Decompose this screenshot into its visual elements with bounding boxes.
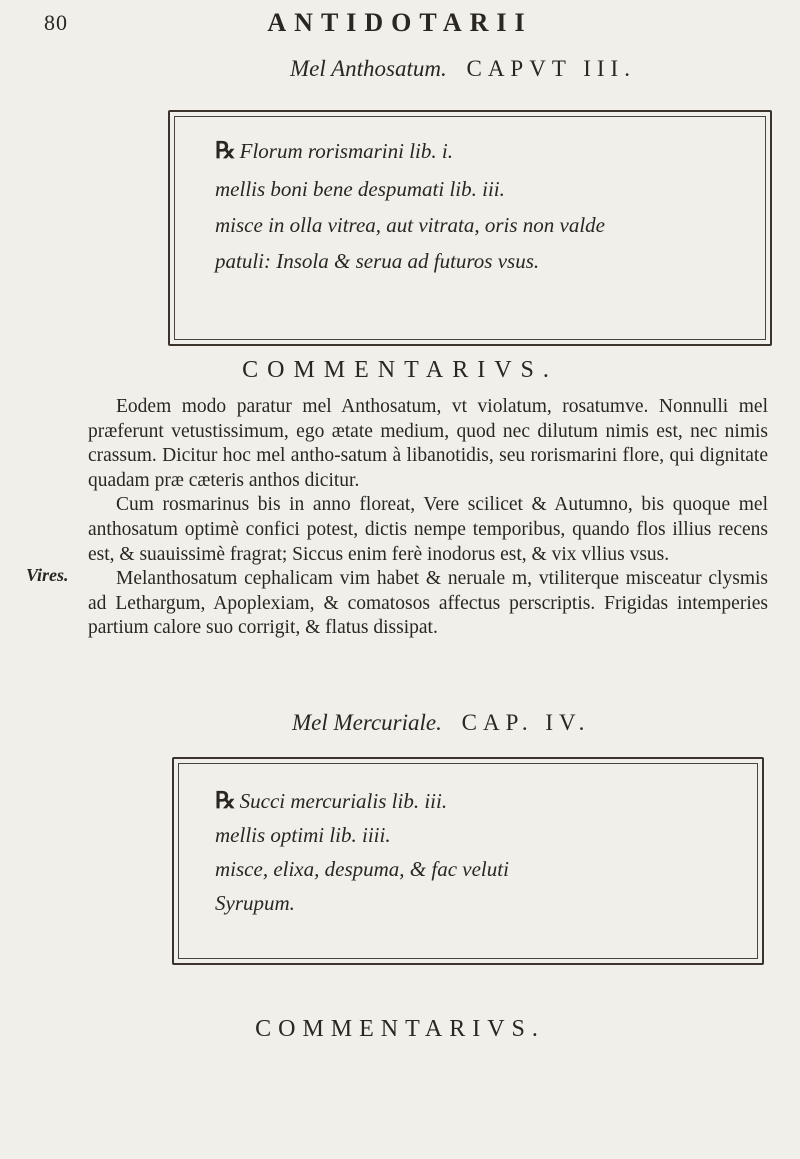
chapter-3-title: Mel Anthosatum. xyxy=(290,56,447,81)
recipe-symbol-icon: ℞ xyxy=(215,788,236,813)
chapter-3-label: CAPVT III. xyxy=(466,56,636,81)
recipe-line: patuli: Insola & serua ad futuros vsus. xyxy=(215,249,540,273)
chapter-4-label: CAP. IV. xyxy=(461,710,591,735)
commentary-paragraph: Melanthosatum cephalicam vim habet & neruale m, vtiliterque misceatur clysmis ad Lethargum, Apoplexiam, & comatosos affectus perscriptis. Frigidas intemperies partium calore suo corrigit, & flatus dissipat. xyxy=(88,568,768,639)
recipe-line: misce, elixa, despuma, & fac veluti xyxy=(215,857,509,881)
recipe-line: mellis optimi lib. iiii. xyxy=(215,823,391,847)
recipe-line: ℞ Florum rorismarini lib. i. xyxy=(215,138,453,163)
commentary-1-body xyxy=(88,395,768,641)
recipe-2-text xyxy=(215,787,509,917)
running-title: ANTIDOTARII xyxy=(267,8,533,37)
recipe-line: Syrupum. xyxy=(215,891,295,915)
recipe-line: misce in olla vitrea, aut vitrata, oris non valde xyxy=(215,213,606,237)
commentary-paragraph: Cum rosmarinus bis in anno floreat, Vere scilicet & Autumno, bis quoque mel anthosatum optimè confici potest, dictis nempe temporibus, quando flos illius recens est, & suauissimè fragrat; Siccus enim ferè inodorus est, & vix vllius vsus. xyxy=(88,494,768,565)
recipe-symbol-icon: ℞ xyxy=(215,138,236,163)
recipe-1-text xyxy=(215,137,605,275)
recipe-line: mellis boni bene despumati lib. iii. xyxy=(215,177,505,201)
page-number: 80 xyxy=(44,10,68,35)
commentary-2-heading: COMMENTARIVS. xyxy=(255,1016,545,1042)
margin-note: Vires. xyxy=(26,565,69,585)
chapter-4-heading xyxy=(292,710,590,736)
chapter-3-heading xyxy=(290,56,636,82)
commentary-1-heading: COMMENTARIVS. xyxy=(242,357,558,383)
chapter-4-title: Mel Mercuriale. xyxy=(292,710,442,735)
recipe-line: ℞ Succi mercurialis lib. iii. xyxy=(215,788,448,813)
commentary-paragraph: Eodem modo paratur mel Anthosatum, vt violatum, rosatumve. Nonnulli mel præferunt vetustissimum, ego ætate medium, quod nec dilutum nimis est, nec nimis crassum. Dicitur hoc mel antho-satum à libanotidis, seu rorismarini flore, qui dignitate quadam præ cæteris anthos dicitur. xyxy=(88,396,768,491)
